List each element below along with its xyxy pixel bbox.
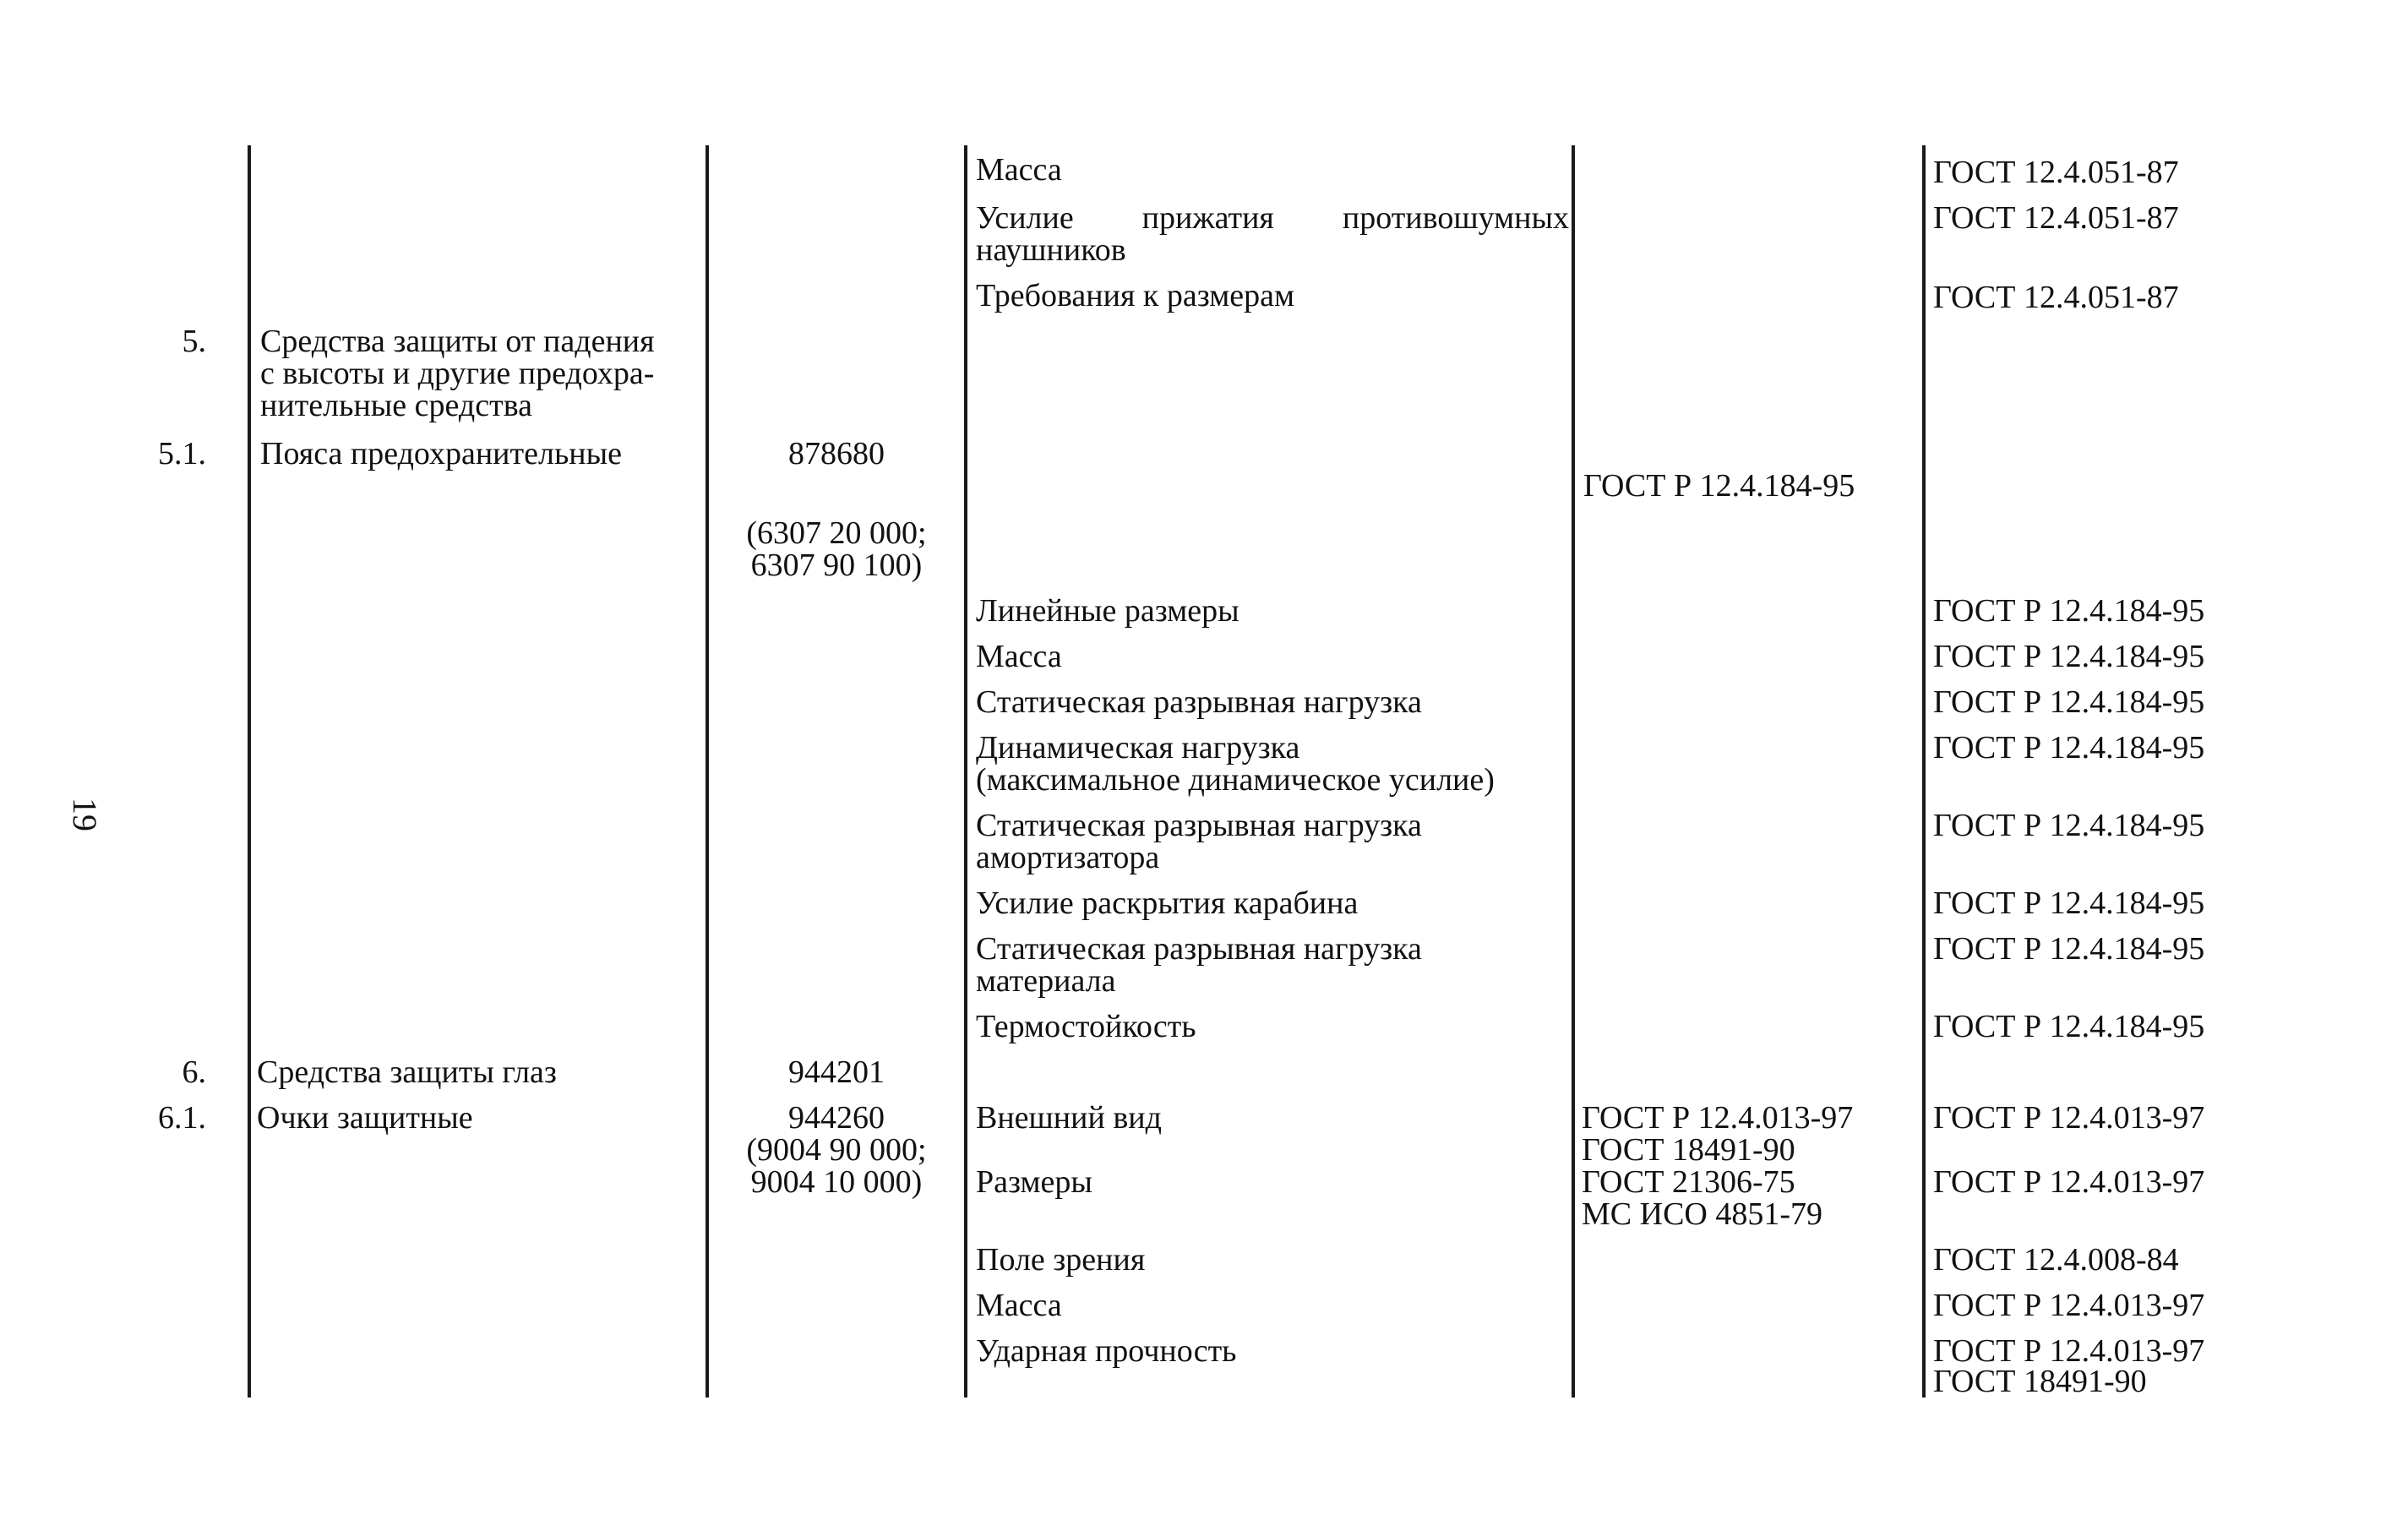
- product-name: Средства защиты глаз: [257, 1054, 557, 1090]
- page-number: 19: [66, 798, 104, 831]
- method-cell: ГОСТ 12.4.051-87: [1933, 155, 2179, 190]
- product-code: 878680: [788, 436, 885, 471]
- method-cell: ГОСТ Р 12.4.184-95: [1933, 808, 2205, 843]
- parameter-cell: Статическая разрывная нагрузка: [976, 684, 1422, 720]
- item-number: 6.1.: [158, 1100, 206, 1136]
- method-cell: ГОСТ 12.4.008-84: [1933, 1242, 2179, 1278]
- product-code: (6307 20 000;: [746, 515, 927, 551]
- product-code: (9004 90 000;: [746, 1132, 927, 1168]
- parameter-cell: Размеры: [976, 1164, 1092, 1200]
- method-cell: ГОСТ Р 12.4.184-95: [1933, 1009, 2205, 1044]
- parameter-cell: Масса: [976, 1288, 1062, 1323]
- product-code: 944260: [788, 1100, 885, 1136]
- method-cell: ГОСТ Р 12.4.184-95: [1933, 730, 2205, 766]
- parameter-cell: Внешний вид: [976, 1100, 1162, 1136]
- method-cell: ГОСТ Р 12.4.013-97: [1933, 1333, 2205, 1369]
- product-code: 944201: [788, 1054, 885, 1090]
- standard-cell: ГОСТ 21306-75: [1582, 1164, 1795, 1200]
- column-separator: [1572, 145, 1575, 1398]
- parameter-cell: Статическая разрывная нагрузка: [976, 808, 1422, 843]
- parameter-cell: Статическая разрывная нагрузка: [976, 931, 1422, 967]
- method-cell: ГОСТ Р 12.4.184-95: [1933, 931, 2205, 967]
- column-separator: [964, 145, 967, 1398]
- parameter-cell: материала: [976, 963, 1116, 999]
- parameter-cell: Масса: [976, 639, 1062, 674]
- parameter-cell: Динамическая нагрузка: [976, 730, 1300, 766]
- column-separator: [248, 145, 251, 1398]
- standard-cell: ГОСТ Р 12.4.184-95: [1583, 468, 1855, 504]
- standard-cell: ГОСТ 18491-90: [1582, 1132, 1795, 1168]
- product-name: с высоты и другие предохра-: [260, 356, 655, 391]
- parameter-cell: Поле зрения: [976, 1242, 1146, 1278]
- product-name: Пояса предохранительные: [260, 436, 623, 471]
- method-cell: ГОСТ 12.4.051-87: [1933, 280, 2179, 315]
- method-cell: ГОСТ Р 12.4.184-95: [1933, 885, 2205, 921]
- parameter-cell: Термостойкость: [976, 1009, 1196, 1044]
- item-number: 6.: [182, 1054, 206, 1090]
- parameter-cell: Линейные размеры: [976, 593, 1239, 629]
- product-name: Средства защиты от падения: [260, 324, 655, 359]
- method-cell: ГОСТ 18491-90: [1933, 1364, 2147, 1399]
- parameter-cell: Усилие раскрытия карабина: [976, 885, 1359, 921]
- parameter-cell: Масса: [976, 152, 1062, 188]
- method-cell: ГОСТ Р 12.4.184-95: [1933, 593, 2205, 629]
- product-name: нительные средства: [260, 388, 533, 423]
- method-cell: ГОСТ Р 12.4.013-97: [1933, 1100, 2205, 1136]
- standard-cell: МС ИСО 4851-79: [1582, 1196, 1823, 1232]
- product-code: 9004 10 000): [750, 1164, 923, 1200]
- parameter-cell: Требования к размерам: [976, 278, 1295, 313]
- product-name: Очки защитные: [257, 1100, 473, 1136]
- method-cell: ГОСТ Р 12.4.184-95: [1933, 684, 2205, 720]
- item-number: 5.1.: [158, 436, 206, 471]
- method-cell: ГОСТ Р 12.4.013-97: [1933, 1164, 2205, 1200]
- parameter-cell: Ударная прочность: [976, 1333, 1237, 1369]
- standard-cell: ГОСТ Р 12.4.013-97: [1582, 1100, 1854, 1136]
- parameter-cell: амортизатора: [976, 840, 1160, 875]
- method-cell: ГОСТ Р 12.4.184-95: [1933, 639, 2205, 674]
- method-cell: ГОСТ Р 12.4.013-97: [1933, 1288, 2205, 1323]
- item-number: 5.: [182, 324, 206, 359]
- column-separator: [706, 145, 709, 1398]
- method-cell: ГОСТ 12.4.051-87: [1933, 200, 2179, 236]
- parameter-cell: (максимальное динамическое усилие): [976, 762, 1495, 798]
- column-separator: [1922, 145, 1926, 1398]
- parameter-cell: наушников: [976, 232, 1126, 268]
- parameter-cell: Усилие прижатия противошумных: [976, 200, 1569, 236]
- product-code: 6307 90 100): [750, 548, 923, 583]
